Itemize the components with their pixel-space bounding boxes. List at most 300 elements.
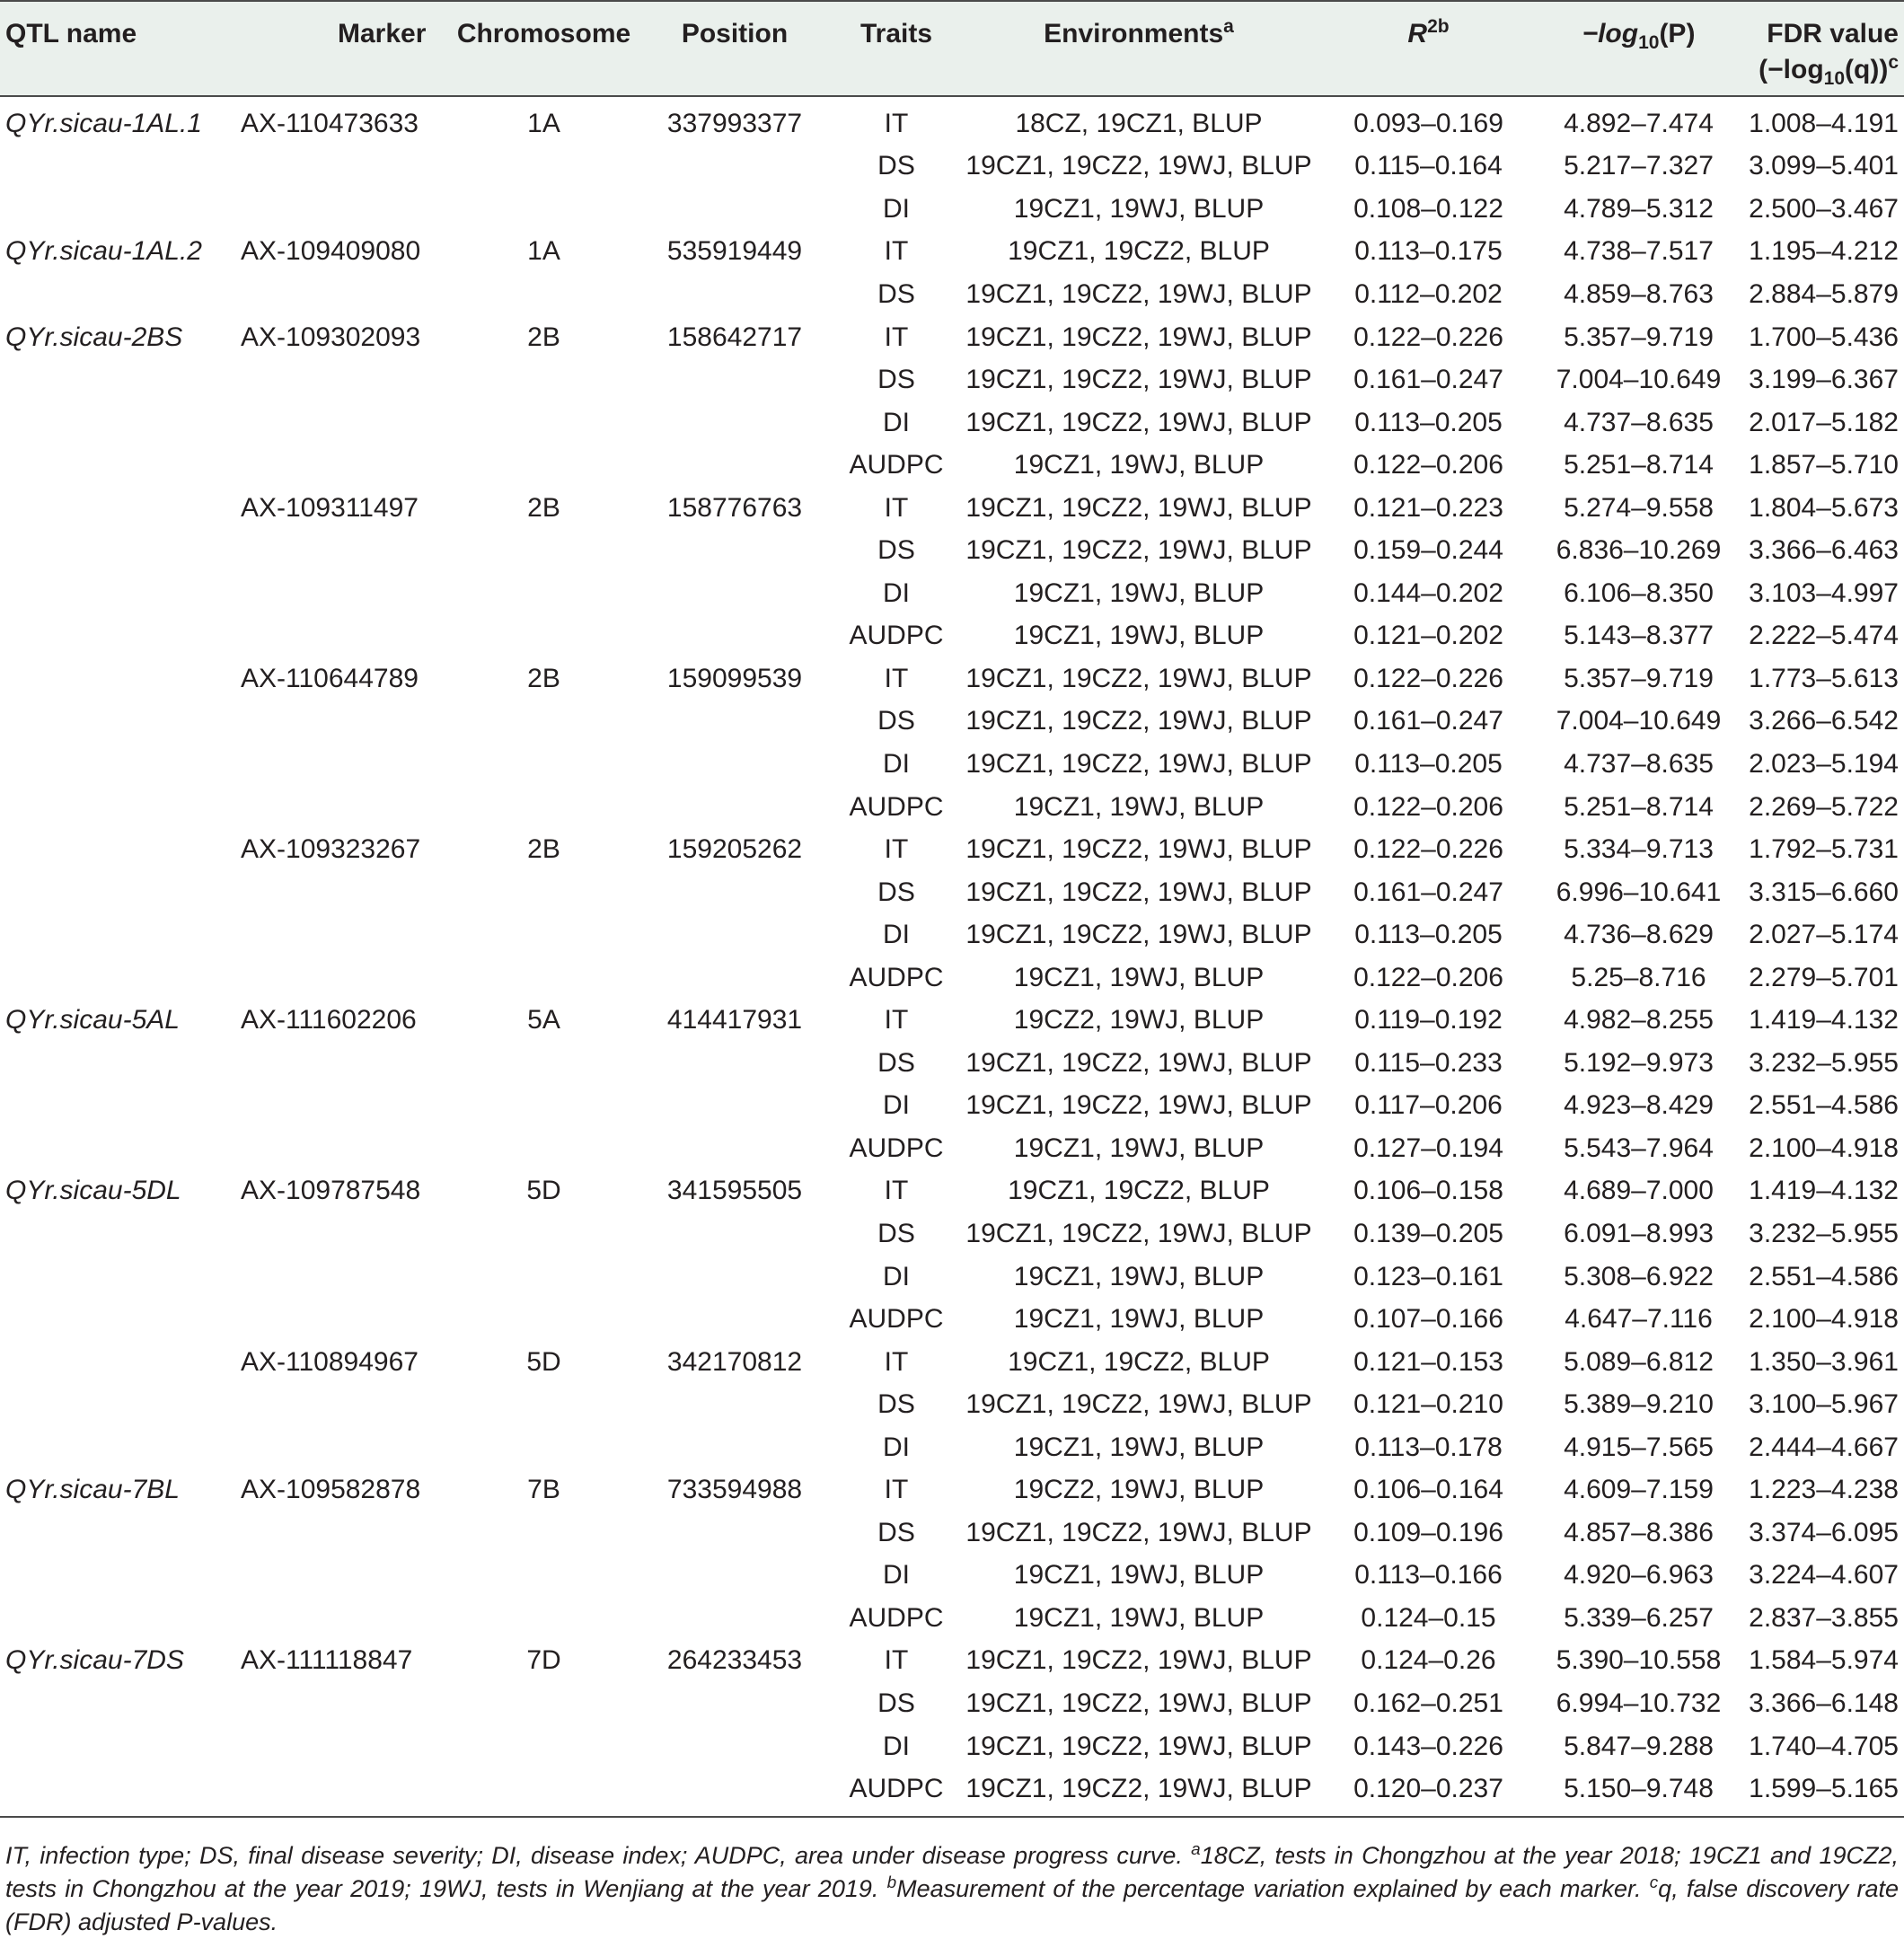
cell-chromosome bbox=[447, 1383, 640, 1426]
footnote-a: 18CZ, tests in Chongzhou at the year 2018; 19CZ1 and 19CZ2, tests in Chongzhou at the year 2019; 19WJ, tests in Wenjiang at the year 2019. bbox=[5, 1842, 1899, 1902]
cell-qtl-name bbox=[0, 444, 232, 487]
cell-environments: 19CZ1, 19CZ2, 19WJ, BLUP bbox=[965, 834, 1312, 865]
footnote-c: q, false discovery rate (FDR) adjusted P-values. bbox=[5, 1875, 1899, 1935]
cell-fdr: 1.350–3.961 bbox=[1749, 1346, 1899, 1377]
cell-position: 341595505 bbox=[666, 1176, 803, 1206]
cell-position bbox=[640, 956, 829, 1000]
cell-logp: 4.737–8.635 bbox=[1564, 407, 1714, 437]
cell-logp: 4.609–7.159 bbox=[1564, 1475, 1714, 1505]
table-row bbox=[0, 1085, 1904, 1128]
cell-r2: 0.113–0.205 bbox=[1354, 407, 1503, 437]
table-row bbox=[0, 1512, 1904, 1555]
cell-logp: 4.920–6.963 bbox=[1564, 1560, 1714, 1591]
cell-environments: 19CZ1, 19WJ, BLUP bbox=[1013, 193, 1265, 224]
table-row bbox=[0, 1426, 1904, 1469]
cell-r2: 0.122–0.226 bbox=[1353, 834, 1503, 865]
cell-trait: DS bbox=[877, 535, 915, 566]
cell-marker bbox=[232, 1555, 447, 1598]
cell-position bbox=[640, 871, 829, 914]
cell-r2: 0.121–0.210 bbox=[1353, 1389, 1503, 1420]
cell-chromosome bbox=[447, 1725, 640, 1768]
cell-trait: IT bbox=[884, 1645, 909, 1676]
cell-trait: DS bbox=[877, 278, 915, 309]
cell-fdr: 3.232–5.955 bbox=[1749, 1047, 1899, 1078]
cell-chromosome: 2B bbox=[527, 663, 560, 693]
cell-environments: 19CZ1, 19CZ2, 19WJ, BLUP bbox=[965, 278, 1312, 309]
cell-marker bbox=[232, 1298, 447, 1341]
table-row bbox=[0, 231, 1904, 274]
header-r2: $R^{2b}$ bbox=[1314, 1, 1543, 96]
cell-r2: 0.161–0.247 bbox=[1353, 365, 1503, 395]
cell-position bbox=[640, 615, 829, 658]
cell-environments: 19CZ2, 19WJ, BLUP bbox=[1013, 1475, 1265, 1505]
cell-r2: 0.113–0.175 bbox=[1354, 236, 1503, 267]
cell-qtl-name: QYr.sicau-1AL.2 bbox=[5, 236, 202, 267]
cell-position bbox=[640, 145, 829, 189]
cell-trait: DS bbox=[877, 706, 915, 736]
cell-trait: DS bbox=[877, 1047, 915, 1078]
cell-position bbox=[640, 1383, 829, 1426]
cell-r2: 0.122–0.206 bbox=[1353, 791, 1503, 822]
cell-environments: 19CZ1, 19CZ2, 19WJ, BLUP bbox=[965, 1731, 1312, 1761]
cell-logp: 7.004–10.649 bbox=[1556, 706, 1722, 736]
cell-position bbox=[640, 529, 829, 572]
cell-logp: 5.357–9.719 bbox=[1564, 663, 1714, 693]
cell-r2: 0.117–0.206 bbox=[1354, 1090, 1503, 1121]
cell-logp: 5.543–7.964 bbox=[1564, 1133, 1714, 1163]
cell-logp: 5.251–8.714 bbox=[1564, 791, 1714, 822]
cell-chromosome bbox=[447, 871, 640, 914]
cell-chromosome bbox=[447, 401, 640, 445]
cell-environments: 19CZ1, 19WJ, BLUP bbox=[1013, 621, 1265, 651]
cell-r2: 0.122–0.226 bbox=[1353, 322, 1503, 352]
table-row bbox=[0, 1383, 1904, 1426]
cell-marker: AX-110473633 bbox=[241, 108, 419, 138]
cell-marker bbox=[232, 743, 447, 786]
cell-fdr: 1.584–5.974 bbox=[1749, 1645, 1899, 1676]
cell-r2: 0.161–0.247 bbox=[1353, 706, 1503, 736]
cell-position bbox=[640, 1256, 829, 1299]
cell-position bbox=[640, 913, 829, 956]
cell-r2: 0.113–0.178 bbox=[1354, 1432, 1503, 1462]
table-row bbox=[0, 1469, 1904, 1512]
cell-r2: 0.121–0.202 bbox=[1353, 621, 1503, 651]
cell-trait: DI bbox=[883, 407, 910, 437]
cell-chromosome bbox=[447, 529, 640, 572]
table-row bbox=[0, 1725, 1904, 1768]
cell-environments: 19CZ1, 19CZ2, BLUP bbox=[1008, 236, 1270, 267]
cell-qtl-name bbox=[0, 828, 232, 871]
cell-chromosome bbox=[447, 1042, 640, 1085]
header-position: Position bbox=[640, 1, 829, 96]
table-row bbox=[0, 956, 1904, 1000]
cell-logp: 5.192–9.973 bbox=[1564, 1047, 1714, 1078]
cell-r2: 0.112–0.202 bbox=[1354, 278, 1503, 309]
table-row bbox=[0, 316, 1904, 359]
cell-qtl-name bbox=[0, 786, 232, 829]
header-fdr: FDR value $(-\log_{10}(q))^c$ bbox=[1734, 1, 1904, 96]
table-row bbox=[0, 999, 1904, 1042]
cell-trait: DS bbox=[877, 1517, 915, 1547]
cell-position bbox=[640, 188, 829, 231]
cell-r2: 0.113–0.166 bbox=[1354, 1560, 1503, 1591]
table-row bbox=[0, 401, 1904, 445]
cell-position: 159099539 bbox=[666, 663, 803, 693]
table-row bbox=[0, 1298, 1904, 1341]
cell-qtl-name: QYr.sicau-7DS bbox=[5, 1645, 184, 1676]
cell-environments: 19CZ1, 19WJ, BLUP bbox=[1013, 1602, 1265, 1633]
cell-chromosome bbox=[447, 913, 640, 956]
cell-fdr: 2.222–5.474 bbox=[1749, 621, 1899, 651]
cell-trait: DI bbox=[883, 748, 910, 779]
cell-qtl-name bbox=[0, 401, 232, 445]
table-row bbox=[0, 444, 1904, 487]
cell-r2: 0.143–0.226 bbox=[1353, 1731, 1503, 1761]
cell-logp: 4.923–8.429 bbox=[1564, 1090, 1714, 1121]
cell-logp: 4.857–8.386 bbox=[1564, 1517, 1714, 1547]
cell-marker: AX-110894967 bbox=[241, 1346, 419, 1377]
cell-logp: 5.089–6.812 bbox=[1564, 1346, 1714, 1377]
cell-position: 337993377 bbox=[666, 108, 803, 138]
cell-trait: IT bbox=[884, 1475, 909, 1505]
cell-fdr: 2.837–3.855 bbox=[1749, 1602, 1899, 1633]
cell-trait: IT bbox=[884, 1346, 909, 1377]
cell-fdr: 3.374–6.095 bbox=[1749, 1517, 1899, 1547]
cell-chromosome: 5D bbox=[526, 1176, 561, 1206]
cell-logp: 5.308–6.922 bbox=[1564, 1261, 1714, 1291]
cell-chromosome: 5D bbox=[526, 1346, 561, 1377]
cell-position bbox=[640, 1426, 829, 1469]
cell-environments: 19CZ1, 19CZ2, 19WJ, BLUP bbox=[965, 535, 1312, 566]
cell-environments: 19CZ1, 19CZ2, 19WJ, BLUP bbox=[965, 663, 1312, 693]
table-row bbox=[0, 1256, 1904, 1299]
cell-qtl-name bbox=[0, 871, 232, 914]
cell-marker: AX-109311497 bbox=[241, 492, 419, 523]
table-footnote: IT, infection type; DS, final disease severity; DI, disease index; AUDPC, area under disease progress curve. $^a$18CZ, tests in Chongzhou at the year 2018; 19CZ1 and 19CZ2, tests in Chongzhou at the year 2019; 19WJ, tests in Wenjiang at the year 2019. $^b$Measurement of the percentage variation explained by each marker. $^c$q, false discovery rate (FDR) adjusted P-values. bbox=[5, 1840, 1899, 1935]
cell-fdr: 1.195–4.212 bbox=[1749, 236, 1899, 267]
cell-environments: 19CZ1, 19CZ2, 19WJ, BLUP bbox=[965, 1218, 1312, 1248]
cell-chromosome bbox=[447, 1682, 640, 1725]
cell-fdr: 1.773–5.613 bbox=[1749, 663, 1899, 693]
cell-trait: DS bbox=[877, 1218, 915, 1248]
cell-position: 733594988 bbox=[666, 1475, 803, 1505]
cell-environments: 19CZ1, 19WJ, BLUP bbox=[1013, 1261, 1265, 1291]
cell-marker bbox=[232, 956, 447, 1000]
cell-logp: 5.274–9.558 bbox=[1564, 492, 1714, 523]
header-marker: Marker bbox=[232, 1, 447, 96]
table-row bbox=[0, 1341, 1904, 1384]
cell-r2: 0.122–0.226 bbox=[1353, 663, 1503, 693]
cell-marker: AX-109409080 bbox=[241, 236, 421, 267]
cell-position bbox=[640, 1212, 829, 1256]
cell-qtl-name bbox=[0, 1555, 232, 1598]
table-row bbox=[0, 145, 1904, 189]
cell-r2: 0.122–0.206 bbox=[1353, 450, 1503, 480]
cell-environments: 19CZ1, 19CZ2, 19WJ, BLUP bbox=[964, 1767, 1314, 1817]
cell-position bbox=[640, 1767, 829, 1817]
cell-environments: 19CZ1, 19CZ2, BLUP bbox=[1008, 1176, 1270, 1206]
cell-chromosome: 7D bbox=[526, 1645, 561, 1676]
cell-trait: AUDPC bbox=[849, 1304, 944, 1335]
cell-qtl-name bbox=[0, 145, 232, 189]
cell-fdr: 1.223–4.238 bbox=[1749, 1475, 1899, 1505]
table-row bbox=[0, 487, 1904, 530]
footnote-b: Measurement of the percentage variation explained by each marker. bbox=[896, 1875, 1650, 1902]
cell-environments: 19CZ1, 19WJ, BLUP bbox=[1013, 962, 1265, 992]
cell-marker bbox=[232, 529, 447, 572]
cell-trait: DS bbox=[877, 1389, 915, 1420]
cell-environments: 19CZ1, 19CZ2, 19WJ, BLUP bbox=[965, 877, 1312, 907]
cell-position bbox=[640, 701, 829, 744]
cell-chromosome bbox=[447, 743, 640, 786]
cell-environments: 19CZ1, 19WJ, BLUP bbox=[1013, 577, 1265, 608]
cell-position: 158776763 bbox=[666, 492, 803, 523]
cell-position bbox=[640, 1127, 829, 1170]
cell-qtl-name bbox=[0, 701, 232, 744]
cell-position bbox=[640, 1682, 829, 1725]
cell-position bbox=[640, 786, 829, 829]
cell-environments: 19CZ1, 19WJ, BLUP bbox=[1013, 791, 1265, 822]
cell-marker bbox=[232, 444, 447, 487]
table-row bbox=[0, 1042, 1904, 1085]
cell-r2: 0.122–0.206 bbox=[1353, 962, 1503, 992]
cell-fdr: 1.419–4.132 bbox=[1749, 1005, 1899, 1036]
cell-logp: 4.859–8.763 bbox=[1564, 278, 1714, 309]
cell-r2: 0.162–0.251 bbox=[1353, 1688, 1503, 1718]
cell-trait: AUDPC bbox=[849, 621, 944, 651]
cell-qtl-name bbox=[0, 1127, 232, 1170]
cell-qtl-name: QYr.sicau-5DL bbox=[5, 1176, 181, 1206]
cell-fdr: 2.884–5.879 bbox=[1749, 278, 1899, 309]
cell-position: 535919449 bbox=[666, 236, 803, 267]
cell-r2: 0.115–0.164 bbox=[1354, 151, 1503, 181]
cell-trait: AUDPC bbox=[849, 1602, 944, 1633]
cell-marker bbox=[232, 871, 447, 914]
cell-chromosome bbox=[447, 1597, 640, 1640]
cell-environments: 18CZ, 19CZ1, BLUP bbox=[1015, 108, 1263, 138]
cell-fdr: 2.551–4.586 bbox=[1749, 1090, 1899, 1121]
cell-qtl-name bbox=[0, 657, 232, 701]
cell-logp: 4.647–7.116 bbox=[1565, 1304, 1713, 1335]
cell-marker: AX-111118847 bbox=[241, 1645, 413, 1676]
cell-logp: 5.251–8.714 bbox=[1564, 450, 1714, 480]
cell-fdr: 2.444–4.667 bbox=[1749, 1432, 1899, 1462]
cell-qtl-name bbox=[0, 1341, 232, 1384]
table-row bbox=[0, 96, 1904, 145]
cell-environments: 19CZ1, 19CZ2, 19WJ, BLUP bbox=[965, 748, 1312, 779]
cell-position bbox=[640, 273, 829, 316]
cell-qtl-name bbox=[0, 1042, 232, 1085]
cell-environments: 19CZ1, 19CZ2, 19WJ, BLUP bbox=[965, 1517, 1312, 1547]
cell-environments: 19CZ2, 19WJ, BLUP bbox=[1013, 1005, 1265, 1036]
cell-position bbox=[640, 1597, 829, 1640]
cell-trait: DI bbox=[883, 1432, 910, 1462]
cell-marker bbox=[232, 572, 447, 615]
table-row bbox=[0, 871, 1904, 914]
cell-marker bbox=[232, 145, 447, 189]
cell-chromosome: 2B bbox=[527, 322, 560, 352]
cell-qtl-name bbox=[0, 1767, 232, 1817]
table-row bbox=[0, 1170, 1904, 1213]
cell-marker bbox=[232, 273, 447, 316]
cell-r2: 0.127–0.194 bbox=[1353, 1133, 1503, 1163]
cell-logp: 6.106–8.350 bbox=[1564, 577, 1714, 608]
cell-trait: DI bbox=[883, 1090, 910, 1121]
cell-trait: DI bbox=[883, 1560, 910, 1591]
cell-position bbox=[640, 1512, 829, 1555]
cell-marker bbox=[232, 786, 447, 829]
cell-environments: 19CZ1, 19CZ2, 19WJ, BLUP bbox=[965, 1645, 1312, 1676]
table-row bbox=[0, 786, 1904, 829]
cell-trait: AUDPC bbox=[829, 1767, 964, 1817]
cell-qtl-name bbox=[0, 572, 232, 615]
table-row bbox=[0, 615, 1904, 658]
table-row bbox=[0, 1212, 1904, 1256]
cell-position bbox=[640, 1085, 829, 1128]
cell-logp: 6.996–10.641 bbox=[1556, 877, 1722, 907]
table-row bbox=[0, 1127, 1904, 1170]
cell-marker: AX-109787548 bbox=[241, 1176, 421, 1206]
cell-r2: 0.113–0.205 bbox=[1354, 920, 1503, 950]
cell-r2: 0.108–0.122 bbox=[1353, 193, 1503, 224]
cell-r2: 0.144–0.202 bbox=[1353, 577, 1503, 608]
cell-environments: 19CZ1, 19CZ2, 19WJ, BLUP bbox=[965, 365, 1312, 395]
cell-qtl-name: QYr.sicau-7BL bbox=[5, 1475, 180, 1505]
table-row bbox=[0, 913, 1904, 956]
cell-qtl-name: QYr.sicau-2BS bbox=[5, 322, 183, 352]
table-body bbox=[0, 96, 1904, 1817]
cell-fdr: 1.008–4.191 bbox=[1749, 108, 1899, 138]
cell-fdr: 2.269–5.722 bbox=[1749, 791, 1899, 822]
cell-fdr: 3.366–6.463 bbox=[1749, 535, 1899, 566]
cell-chromosome: 1A bbox=[527, 236, 560, 267]
cell-trait: DI bbox=[883, 193, 910, 224]
cell-fdr: 2.100–4.918 bbox=[1749, 1304, 1899, 1335]
cell-marker bbox=[232, 1212, 447, 1256]
cell-trait: DS bbox=[877, 151, 915, 181]
cell-chromosome bbox=[447, 1212, 640, 1256]
cell-logp: 5.339–6.257 bbox=[1564, 1602, 1714, 1633]
cell-fdr: 2.500–3.467 bbox=[1749, 193, 1899, 224]
cell-fdr: 1.599–5.165 bbox=[1734, 1767, 1904, 1817]
cell-chromosome bbox=[447, 145, 640, 189]
table-header bbox=[0, 1, 1904, 96]
cell-marker bbox=[232, 1127, 447, 1170]
table-row bbox=[0, 701, 1904, 744]
cell-r2: 0.159–0.244 bbox=[1353, 535, 1503, 566]
cell-trait: DS bbox=[877, 365, 915, 395]
cell-trait: DS bbox=[877, 1688, 915, 1718]
cell-environments: 19CZ1, 19CZ2, 19WJ, BLUP bbox=[965, 492, 1312, 523]
cell-marker: AX-109302093 bbox=[241, 322, 421, 352]
table-row bbox=[0, 1767, 1904, 1817]
cell-trait: DS bbox=[877, 877, 915, 907]
cell-trait: DI bbox=[883, 577, 910, 608]
cell-chromosome bbox=[447, 1256, 640, 1299]
cell-environments: 19CZ1, 19WJ, BLUP bbox=[1013, 1560, 1265, 1591]
cell-trait: IT bbox=[884, 322, 909, 352]
cell-r2: 0.123–0.161 bbox=[1353, 1261, 1503, 1291]
cell-qtl-name bbox=[0, 913, 232, 956]
footnote-abbreviations: IT, infection type; DS, final disease severity; DI, disease index; AUDPC, area under disease progress curve. bbox=[5, 1842, 1192, 1869]
cell-fdr: 1.700–5.436 bbox=[1749, 322, 1899, 352]
cell-chromosome bbox=[447, 1085, 640, 1128]
cell-marker bbox=[232, 615, 447, 658]
header-chromosome: Chromosome bbox=[447, 1, 640, 96]
cell-logp: 4.789–5.312 bbox=[1564, 193, 1714, 224]
cell-trait: IT bbox=[884, 1005, 909, 1036]
cell-r2: 0.106–0.158 bbox=[1353, 1176, 1503, 1206]
cell-r2: 0.120–0.237 bbox=[1314, 1767, 1543, 1817]
cell-marker bbox=[232, 1767, 447, 1817]
cell-position bbox=[640, 743, 829, 786]
cell-fdr: 2.100–4.918 bbox=[1749, 1133, 1899, 1163]
cell-qtl-name bbox=[0, 358, 232, 401]
cell-qtl-name bbox=[0, 1426, 232, 1469]
cell-trait: IT bbox=[884, 108, 909, 138]
cell-fdr: 2.279–5.701 bbox=[1749, 962, 1899, 992]
cell-logp: 4.915–7.565 bbox=[1564, 1432, 1714, 1462]
cell-position bbox=[640, 1555, 829, 1598]
cell-environments: 19CZ1, 19WJ, BLUP bbox=[1013, 1432, 1265, 1462]
cell-qtl-name bbox=[0, 529, 232, 572]
cell-fdr: 1.419–4.132 bbox=[1749, 1176, 1899, 1206]
cell-trait: AUDPC bbox=[849, 791, 944, 822]
cell-marker bbox=[232, 401, 447, 445]
header-qtl-name: QTL name bbox=[0, 1, 232, 96]
cell-fdr: 3.103–4.997 bbox=[1749, 577, 1899, 608]
cell-chromosome bbox=[447, 188, 640, 231]
cell-trait: IT bbox=[884, 492, 909, 523]
cell-logp: 4.737–8.635 bbox=[1564, 748, 1714, 779]
cell-fdr: 3.224–4.607 bbox=[1749, 1560, 1899, 1591]
cell-marker: AX-110644789 bbox=[241, 663, 419, 693]
cell-logp: 5.217–7.327 bbox=[1564, 151, 1714, 181]
cell-r2: 0.093–0.169 bbox=[1353, 108, 1503, 138]
cell-marker bbox=[232, 1512, 447, 1555]
cell-environments: 19CZ1, 19CZ2, 19WJ, BLUP bbox=[965, 920, 1312, 950]
cell-chromosome: 5A bbox=[527, 1005, 560, 1036]
cell-logp: 6.091–8.993 bbox=[1564, 1218, 1714, 1248]
cell-position: 414417931 bbox=[666, 1005, 803, 1036]
cell-r2: 0.106–0.164 bbox=[1353, 1475, 1503, 1505]
cell-qtl-name: QYr.sicau-1AL.1 bbox=[5, 108, 202, 138]
table-row bbox=[0, 358, 1904, 401]
cell-fdr: 1.804–5.673 bbox=[1749, 492, 1899, 523]
cell-qtl-name bbox=[0, 487, 232, 530]
cell-trait: DI bbox=[883, 920, 910, 950]
cell-logp: 5.847–9.288 bbox=[1564, 1731, 1714, 1761]
cell-qtl-name bbox=[0, 1256, 232, 1299]
cell-environments: 19CZ1, 19CZ2, 19WJ, BLUP bbox=[965, 407, 1312, 437]
cell-qtl-name bbox=[0, 1085, 232, 1128]
header-logp: $-\log_{10}(P)$ bbox=[1543, 1, 1734, 96]
cell-position bbox=[640, 358, 829, 401]
cell-chromosome bbox=[447, 1767, 640, 1817]
cell-r2: 0.109–0.196 bbox=[1353, 1517, 1503, 1547]
cell-qtl-name bbox=[0, 956, 232, 1000]
cell-environments: 19CZ1, 19CZ2, 19WJ, BLUP bbox=[965, 1688, 1312, 1718]
cell-chromosome bbox=[447, 444, 640, 487]
table-row bbox=[0, 273, 1904, 316]
cell-trait: IT bbox=[884, 834, 909, 865]
cell-chromosome bbox=[447, 786, 640, 829]
cell-environments: 19CZ1, 19CZ2, 19WJ, BLUP bbox=[965, 151, 1312, 181]
table-row bbox=[0, 657, 1904, 701]
cell-fdr: 3.099–5.401 bbox=[1749, 151, 1899, 181]
cell-qtl-name bbox=[0, 1212, 232, 1256]
cell-qtl-name: QYr.sicau-5AL bbox=[5, 1005, 180, 1036]
